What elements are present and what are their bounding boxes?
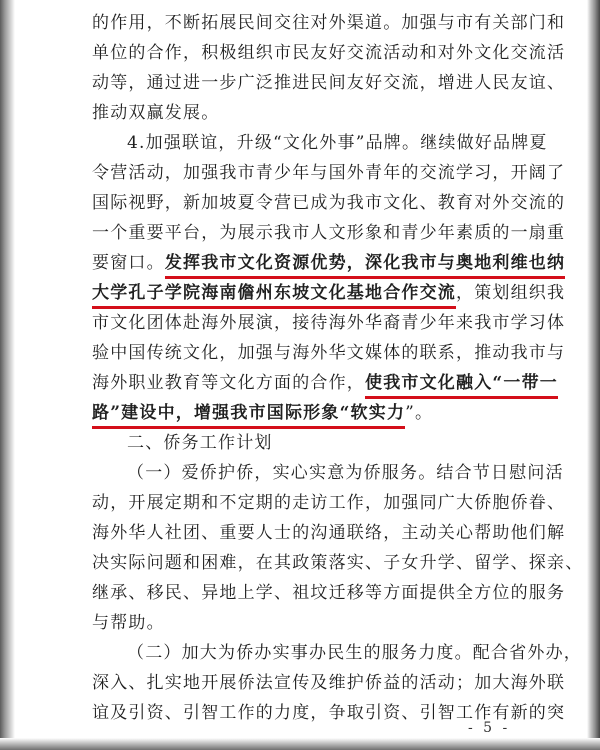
text-line: 市文化团体赴海外展演，接待海外华裔青少年来我市学习体	[92, 313, 566, 333]
underlined-highlight: 发挥我市文化资源优势，深化我市与奥地利维也纳	[165, 248, 565, 279]
underlined-highlight: 使我市文化融入“一带一	[365, 368, 558, 399]
text-line: 国际视野，新加坡夏令营已成为我市文化、教育对外交流的	[92, 193, 566, 213]
text-line: 令营活动，加强我市青少年与国外青年的交流学习，开阔了	[92, 163, 566, 183]
text-line: 单位的合作，积极组织市民友好交流活动和对外文化交流活	[92, 43, 566, 63]
page-edge-shadow-right	[587, 0, 600, 750]
section-4-first-line: 4.加强联谊，升级“文化外事”品牌。继续做好品牌夏	[127, 133, 548, 153]
subsection-first-line: （一）爱侨护侨，实心实意为侨服务。结合节日慰问活	[127, 463, 564, 483]
text-line	[92, 398, 522, 428]
text-line: 一个重要平台，为展示我市人文形象和青少年素质的一扇重	[92, 223, 566, 243]
plain-text: 海外职业教育等文化方面的合作，	[92, 373, 365, 393]
plain-text: ，策划组织我	[456, 283, 566, 303]
underlined-highlight: 路”建设中，增强我市国际形象“软实力	[92, 398, 405, 429]
page-edge-shadow-bottom	[0, 738, 600, 750]
section-heading: 二、侨务工作计划	[127, 433, 273, 453]
document-page	[92, 8, 584, 728]
text-line: 谊及引资、引智工作的力度，争取引资、引智工作有新的突	[92, 703, 566, 723]
text-line: 决实际问题和困难，在其政策落实、子女升学、留学、探亲、	[92, 553, 584, 573]
plain-text: 要窗口。	[92, 253, 165, 273]
text-line: 海外华人社团、重要人士的沟通联络，主动关心帮助他们解	[92, 523, 566, 543]
underlined-highlight: 大学孔子学院海南儋州东坡文化基地合作交流	[92, 278, 456, 309]
text-line: 推动双赢发展。	[92, 103, 220, 123]
text-line	[92, 248, 566, 278]
text-line: 验中国传统文化，加强与海外华文媒体的联系，推动我市与	[92, 343, 566, 363]
subsection-first-line: （二）加大为侨办实事办民生的服务力度。配合省外办，	[127, 643, 582, 663]
text-line: 与帮助。	[92, 613, 165, 633]
text-line	[92, 368, 558, 398]
text-line: 动等，通过进一步广泛推进民间友好交流，增进人民友谊、	[92, 73, 566, 93]
page-edge-shadow-left	[0, 0, 15, 750]
text-line: 继承、移民、异地上学、祖坟迁移等方面提供全方位的服务	[92, 583, 566, 603]
text-line: 动，开展定期和不定期的走访工作，加强同广大侨胞侨眷、	[92, 493, 566, 513]
text-line: 的作用，不断拓展民间交往对外渠道。加强与市有关部门和	[92, 13, 566, 33]
plain-text: ”。	[405, 403, 434, 423]
text-line	[92, 278, 566, 308]
text-line: 深入、扎实地开展侨法宣传及维护侨益的活动；加大海外联	[92, 673, 566, 693]
page-number: - 5 -	[468, 720, 511, 736]
